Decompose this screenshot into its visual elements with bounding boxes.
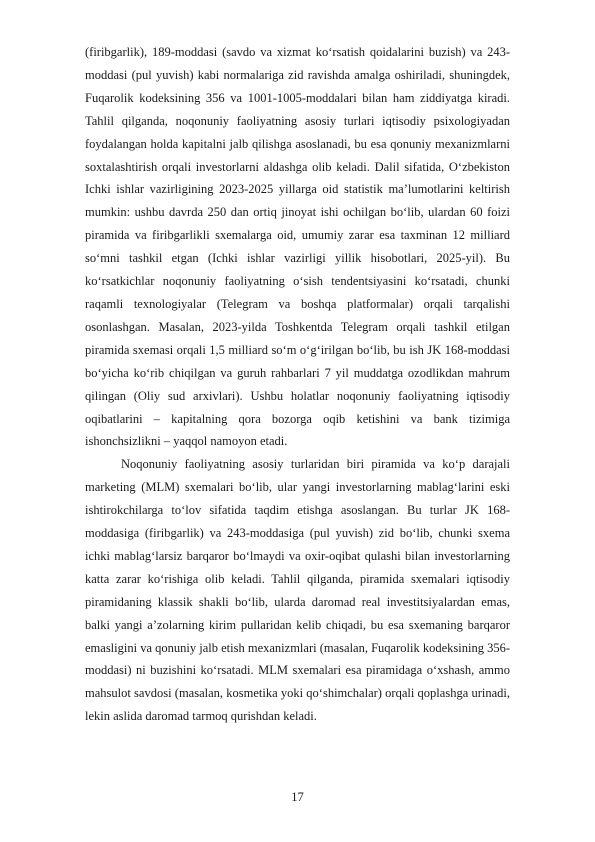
paragraph: (firibgarlik), 189-moddasi (savdo va xizmat ko‘rsatish qoidalarini buzish) va 243-moddasi (pul yuvish) kabi normalariga zid ravishda amalga oshiriladi, shuningdek, Fuqarolik kodeksining 356 va 1001-1005-moddalari bilan ham ziddiyatga kiradi. Tahlil qilganda, noqonuniy faoliyatning asosiy turlari iqtisodiy psixologiyadan foydalangan holda kapitalni jalb qilishga asoslanadi, bu esa qonuniy mexanizmlarni soxtalashtirish orqali investorlarni aldashga olib keladi. Dalil sifatida, O‘zbekiston Ichki ishlar vazirligining 2023-2025 yillarga oid statistik ma’lumotlarini keltirish mumkin: ushbu davrda 250 dan ortiq jinoyat ishi ochilgan bo‘lib, ulardan 60 foizi piramida va firibgarlikli sxemalarga oid, umumiy zarar esa taxminan 12 milliard so‘mni tashkil etgan (Ichki ishlar vazirligi yillik hisobotlari, 2025-yil). Bu ko‘rsatkichlar noqonuniy faoliyatning o‘sish tendentsiyasini ko‘rsatadi, chunki raqamli texnologiyalar (Telegram va boshqa platformalar) orqali tarqalishi osonlashgan. Masalan, 2023-yilda Toshkentda Telegram orqali tashkil etilgan piramida sxemasi orqali 1,5 milliard so‘m o‘g‘irilgan bo‘lib, bu ish JK 168-moddasi bo‘yicha ko‘rib chiqilgan va guruh rahbarlari 7 yil muddatga ozodlikdan mahrum qilingan (Oliy sud arxivlari). Ushbu holatlar noqonuniy faoliyatning iqtisodiy oqibatlarini – kapitalning qora bozorga oqib ketishini va bank tizimiga ishonchsizlikni – yaqqol namoyon etadi. bbox=[85, 45, 510, 449]
page-number: 17 bbox=[291, 790, 304, 804]
document-body bbox=[85, 41, 510, 728]
paragraph: Noqonuniy faoliyatning asosiy turlaridan biri piramida va ko‘p darajali marketing (MLM) sxemalari bo‘lib, ular yangi investorlarning mablag‘larini eski ishtirokchilarga to‘lov sifatida taqdim etishga asoslangan. Bu turlar JK 168-moddasiga (firibgarlik) va 243-moddasiga (pul yuvish) zid bo‘lib, chunki sxema ichki mablag‘larsiz barqaror bo‘lmaydi va oxir-oqibat qulashi bilan investorlarning katta zarar ko‘rishiga olib keladi. Tahlil qilganda, piramida sxemalari iqtisodiy piramidaning klassik shakli bo‘lib, ularda daromad real investitsiyalardan emas, balki yangi a’zolarning kirim pullaridan kelib chiqadi, bu esa sxemaning barqaror emasligini va qonuniy jalb etish mexanizmlari (masalan, Fuqarolik kodeksining 356-moddasi) ni buzishini ko‘rsatadi. MLM sxemalari esa piramidaga o‘xshash, ammo mahsulot savdosi (masalan, kosmetika yoki qo‘shimchalar) orqali qoplashga urinadi, lekin aslida daromad tarmoq qurishdan keladi. bbox=[85, 457, 510, 724]
